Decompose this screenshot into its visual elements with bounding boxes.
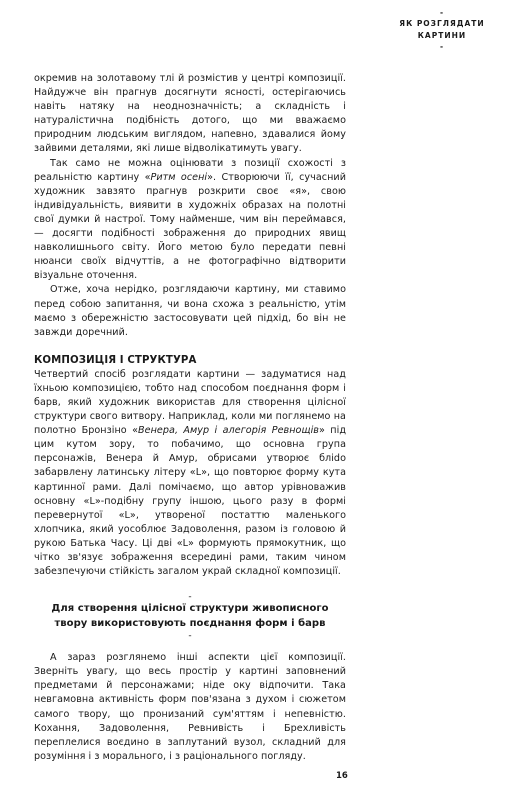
running-head-dash-top: -: [439, 8, 445, 17]
section-paragraph-text-start: Четвертий спосіб розглядати картини — задуматися над їхньою композицією, тобто над способом поєднання форм і барв, який художник використав для створення цілісної структури свого витвору. Наприклад, коли ми поглянемо на полотно Бронзіно «: [34, 368, 346, 437]
callout-spacer-bottom: [34, 641, 346, 651]
section-spacer: [34, 340, 346, 354]
painting-title-venus-cupid: Венера, Амур і алегорія Ревнощів: [138, 425, 319, 437]
pull-quote-dash-top: -: [188, 592, 192, 603]
page-body: [34, 72, 346, 764]
pull-quote-text: Для створення цілісної структури живописного твору використовують поєднання форм і барв: [51, 603, 329, 629]
section-paragraph: [34, 368, 346, 579]
callout-spacer-top: [34, 579, 346, 592]
running-head-line-1: ЯК РОЗГЛЯДАТИ: [399, 19, 485, 28]
page-number: 16: [336, 771, 348, 781]
pull-quote: [34, 592, 346, 641]
pull-quote-dash-bottom: -: [188, 631, 192, 642]
paragraph-2-text-start: Так само не можна оцінювати з позиції схожості з реальністю картину «: [34, 157, 346, 183]
running-head-line-2: КАРТИНИ: [417, 31, 467, 40]
section-heading: КОМПОЗИЦІЯ І СТРУКТУРА: [34, 354, 197, 366]
section-paragraph-text-end: » під цим кутом зору, то побачимо, що основна група персонажів, Венера й Амур, обрисами утворює бліdo забарвлену латинську літеру «L», що повторює форму кута картинної рами. Далі помічаємо, що автор урівноважив основну «L»-подібну групу іншою, цього разу в формі перевернутої «L», утвореної постаттю маленького хлопчика, який уособлює Задоволення, разом із головою й рукою Батька Часу. Ці дві «L» формують прямокутник, що чітко зв'язує зображення всередині рами, таким чином забезпечуючи стійкість загалом украй складної композиції.: [34, 425, 347, 578]
paragraph-1: окремив на золотавому тлі й розмістив у центрі композиції. Найдужче він прагнув досягнути ясності, остерігаючись навіть натяку на неоднозначність; а складність і натуралістична подібність дотого, що ми вважаємо природним людським виглядом, напевно, здавалися йому зайвими деталями, які лише відволікатимуть увагу.: [34, 73, 346, 155]
running-head: [387, 8, 497, 52]
painting-title-rhythm-of-autumn: Ритм осені: [150, 171, 208, 183]
paragraph-3: Отже, хоча нерідко, розглядаючи картину, ми ставимо перед собою запитання, чи вона схожа з реальністю, утім маємо з обережністю застосовувати цей підхід, бо він не завжди доречний.: [34, 284, 346, 338]
paragraph-2: [34, 157, 346, 284]
paragraph-final: А зараз розглянемо інші аспекти цієї композиції. Зверніть увагу, що весь простір у картині заповнений предметами й персонажами; ніде оку відпочити. Така невгамовна активність форм пов'язана з духом і сюжетом самого твору, що пронизаний сум'яттям і непевністю. Кохання, Задоволення, Ревнивість і Брехливість переплелися воєдино в заплутаний вузол, складний для розуміння і з морального, і з раціонального погляду.: [34, 652, 346, 762]
paragraph-2-text-end: ». Створюючи її, сучасний художник завзято прагнув розкрити своє «я», свою індивідуальність, виявити в художніх образах на полотні свої думки й настрої. Тому найменше, чим він переймався, — досягти подібності зображення до природних явищ навколишнього світу. Його метою було передати певні нюанси своїх відчуттів, а не фотографічно відтворити візуальне оточення.: [34, 171, 347, 282]
running-head-dash-bottom: -: [439, 42, 445, 51]
